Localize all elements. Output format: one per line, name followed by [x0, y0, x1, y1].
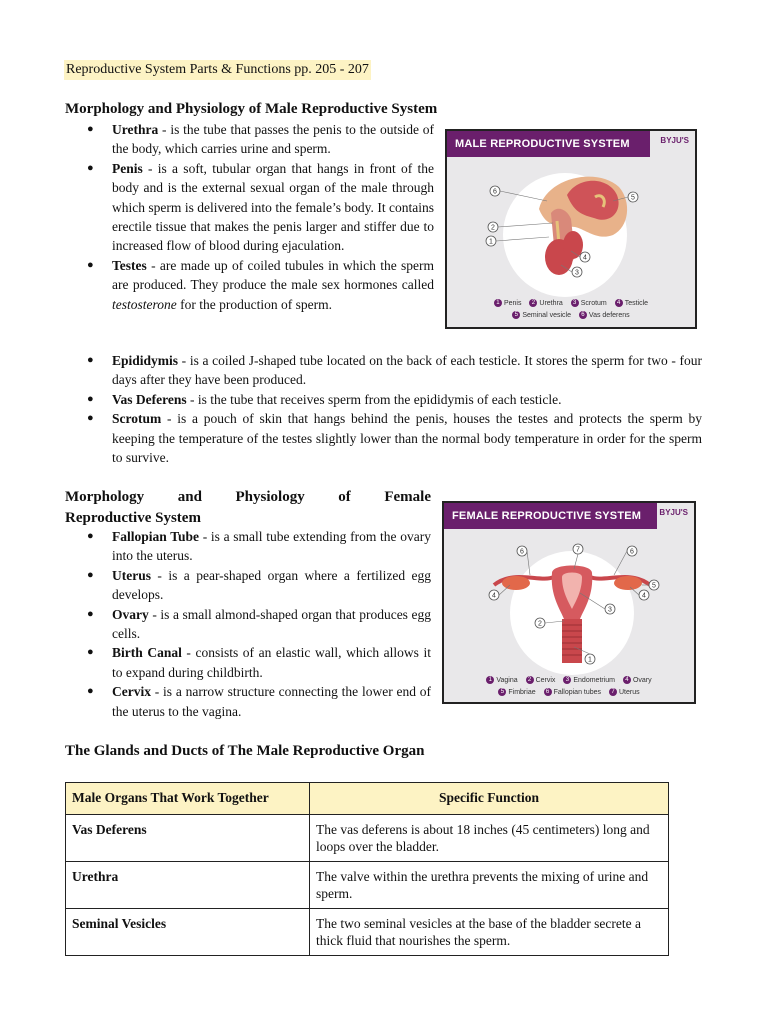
function-cell: The vas deferens is about 18 inches (45 centimeters) long and loops over the bladder.: [310, 815, 669, 862]
term: Cervix: [112, 684, 151, 700]
male-parts-list: [65, 120, 434, 314]
male-section-title: Morphology and Physiology of Male Reproductive System: [65, 101, 438, 117]
callout-number: 4: [642, 592, 646, 600]
list-item: [65, 159, 434, 256]
page-reference: Reproductive System Parts & Functions pp. 205 - 207: [64, 60, 371, 80]
definition: - is the tube that receives sperm from the epididymis of each testicle.: [186, 391, 562, 407]
female-section-title: Morphology and Physiology of Female: [65, 489, 431, 505]
callout-number: 2: [491, 224, 495, 232]
figure-legend-row2: 5 Fimbriae 6 Fallopian tubes 7 Uterus: [444, 688, 694, 696]
list-item: [65, 120, 434, 159]
table-header-row: [66, 783, 669, 815]
term: Uterus: [112, 567, 151, 583]
term: Testes: [112, 257, 147, 273]
list-item: [65, 256, 434, 314]
term: Vas Deferens: [112, 391, 187, 407]
callout-number: 3: [575, 269, 579, 277]
definition: - is the tube that passes the penis to the outside of the body, which carries urine and sperm.: [112, 122, 434, 157]
organ-cell: Vas Deferens: [66, 815, 310, 862]
female-section-title-line2: Reproductive System: [65, 510, 201, 526]
list-item: [65, 351, 702, 390]
callout-number: 4: [492, 592, 496, 600]
callout-number: 7: [576, 546, 580, 554]
figure-legend: 1 Vagina 2 Cervix 3 Endometrium 4 Ovary: [444, 676, 694, 684]
glands-section-title: The Glands and Ducts of The Male Reproductive Organ: [65, 743, 425, 759]
hormone-name: testosterone: [112, 296, 177, 312]
male-reproductive-figure: [445, 129, 697, 329]
callout-number: 6: [493, 188, 497, 196]
list-item: [65, 643, 431, 682]
callout-number: 1: [489, 238, 493, 246]
term: Epididymis: [112, 353, 179, 368]
table-row: [66, 909, 669, 956]
brand-logo: BYJU'S: [659, 508, 688, 517]
definition: - is a narrow structure connecting the lower end of the uterus to the vagina.: [112, 684, 431, 719]
term: Birth Canal: [112, 645, 182, 661]
term: Ovary: [112, 606, 149, 622]
male-parts-list-continued: [65, 351, 702, 467]
definition: - is a soft, tubular organ that hangs in front of the body and is the external sexual organ of the male through which sperm is delivered into the female’s body. It contains erectile tissue that makes the penis larger and stiffer due to increased flow of blood during ejaculation.: [112, 160, 434, 254]
definition: - consists of an elastic wall, which allows it to expand during childbirth.: [112, 645, 431, 680]
organ-cell: Seminal Vesicles: [66, 909, 310, 956]
term: Urethra: [112, 122, 159, 137]
definition: - is a pouch of skin that hangs behind the penis, houses the testes and protects the sperm by keeping the temperature of the testes slightly lower than the normal body temperature in order for the sperm to survive.: [112, 411, 702, 466]
callout-number: 4: [583, 254, 587, 262]
definition: - is a coiled J-shaped tube located on the back of each testicle. It stores the sperm for two - four days after they have been produced.: [112, 353, 702, 388]
term: Penis: [112, 160, 143, 176]
column-header: Male Organs That Work Together: [66, 783, 310, 815]
figure-legend: 1 Penis 2 Urethra 3 Scrotum 4 Testicle: [447, 299, 695, 307]
definition: - is a small almond-shaped organ that produces egg cells.: [112, 606, 431, 642]
callout-number: 2: [538, 620, 542, 628]
glands-table: [65, 782, 669, 956]
function-cell: The valve within the urethra prevents the mixing of urine and sperm.: [310, 862, 669, 909]
figure-title: FEMALE REPRODUCTIVE SYSTEM: [444, 503, 657, 529]
list-item: [65, 527, 431, 566]
callout-number: 1: [588, 656, 592, 664]
term: Fallopian Tube: [112, 529, 199, 544]
figure-callouts: [444, 529, 694, 689]
callout-number: 6: [520, 548, 524, 556]
column-header: Specific Function: [310, 783, 669, 815]
female-reproductive-figure: [442, 501, 696, 704]
callout-number: 5: [652, 582, 656, 590]
figure-legend-row2: 5 Seminal vesicle 6 Vas deferens: [447, 311, 695, 319]
callout-number: 6: [630, 548, 634, 556]
definition-end: for the production of sperm.: [176, 296, 332, 312]
definition: - is a pear-shaped organ where a fertilized egg develops.: [112, 567, 431, 603]
callout-number: 5: [631, 194, 635, 202]
figure-title: MALE REPRODUCTIVE SYSTEM: [447, 131, 650, 157]
list-item: [65, 566, 431, 605]
list-item: [65, 390, 702, 409]
callout-number: 3: [608, 606, 612, 614]
brand-logo: BYJU'S: [660, 136, 689, 145]
table-row: [66, 862, 669, 909]
function-cell: The two seminal vesicles at the base of the bladder secrete a thick fluid that nourishes the sperm.: [310, 909, 669, 956]
figure-callouts: [447, 157, 695, 317]
definition: - are made up of coiled tubules in which the sperm are produced. They produce the male sex hormones called: [112, 257, 434, 293]
organ-cell: Urethra: [66, 862, 310, 909]
female-parts-list: [65, 527, 431, 721]
list-item: [65, 409, 702, 467]
list-item: [65, 605, 431, 644]
definition: - is a small tube extending from the ovary into the uterus.: [112, 529, 431, 564]
list-item: [65, 682, 431, 721]
term: Scrotum: [112, 411, 162, 427]
table-row: [66, 815, 669, 862]
